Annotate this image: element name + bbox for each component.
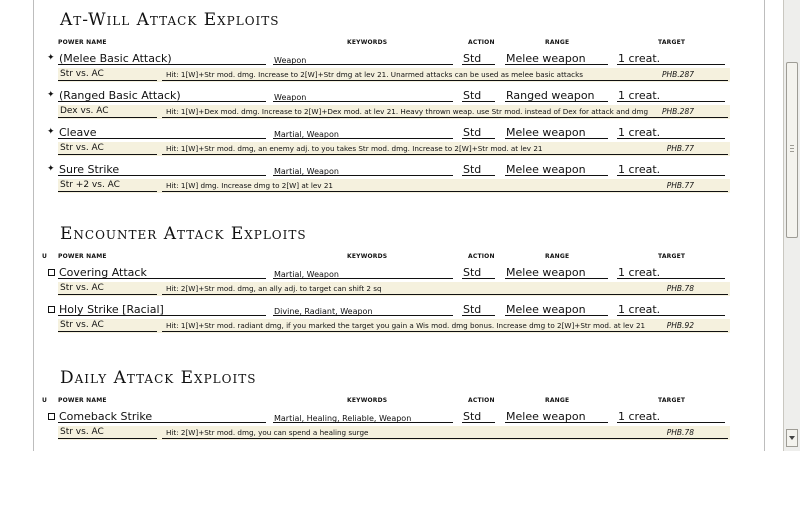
- scrollbar-thumb[interactable]: [786, 62, 798, 238]
- power-reference: PHB.92: [666, 321, 694, 330]
- used-checkbox[interactable]: [48, 413, 55, 420]
- power-keywords: Martial, Weapon: [274, 270, 339, 279]
- column-header-target: TARGET: [658, 253, 686, 260]
- power-target: 1 creat.: [618, 266, 661, 279]
- defense-line: [58, 80, 157, 81]
- column-header-power: POWER NAME: [58, 39, 107, 46]
- power-description: Hit: 2[W]+Str mod. dmg, an ally adj. to target can shift 2 sq: [166, 284, 382, 293]
- power-target: 1 creat.: [618, 126, 661, 139]
- star-icon: ✦: [47, 127, 55, 137]
- column-header-target: TARGET: [658, 397, 686, 404]
- defense-line: [58, 154, 157, 155]
- power-description: Hit: 1[W] dmg. Increase dmg to 2[W] at lev 21: [166, 181, 333, 190]
- power-target: 1 creat.: [618, 52, 661, 65]
- power-description: Hit: 1[W]+Str mod. dmg, an enemy adj. to you takes Str mod. dmg. Increase to 2[W]+Str mod. at lev 21: [166, 144, 543, 153]
- power-name: Comeback Strike: [59, 410, 153, 423]
- power-reference: PHB.287: [661, 70, 694, 79]
- power-keywords: Martial, Weapon: [274, 130, 339, 139]
- column-header-range: RANGE: [545, 253, 570, 260]
- power-target: 1 creat.: [618, 303, 661, 316]
- power-detail-row: [58, 179, 730, 193]
- power-target: 1 creat.: [618, 89, 661, 102]
- power-keywords: Martial, Healing, Reliable, Weapon: [274, 414, 412, 423]
- scroll-down-arrow-icon[interactable]: [786, 429, 798, 447]
- power-action: Std: [463, 52, 482, 65]
- power-keywords: Weapon: [274, 93, 307, 102]
- column-header-target: TARGET: [658, 39, 686, 46]
- power-action: Std: [463, 163, 482, 176]
- description-line: [162, 331, 728, 332]
- section-title: Encounter Attack Exploits: [60, 224, 307, 244]
- power-defense: Str vs. AC: [60, 283, 104, 293]
- power-detail-row: [58, 282, 730, 296]
- power-name: (Melee Basic Attack): [59, 52, 172, 65]
- column-header-u: U: [42, 397, 48, 404]
- column-header-action: ACTION: [468, 253, 495, 260]
- used-checkbox[interactable]: [48, 306, 55, 313]
- power-target: 1 creat.: [618, 410, 661, 423]
- star-icon: ✦: [47, 90, 55, 100]
- power-detail-row: [58, 319, 730, 333]
- description-line: [162, 80, 728, 81]
- description-line: [162, 438, 728, 439]
- column-header-keywords: KEYWORDS: [347, 397, 388, 404]
- defense-line: [58, 294, 157, 295]
- power-reference: PHB.287: [661, 107, 694, 116]
- power-keywords: Martial, Weapon: [274, 167, 339, 176]
- description-line: [162, 117, 728, 118]
- power-description: Hit: 2[W]+Str mod. dmg, you can spend a healing surge: [166, 428, 369, 437]
- column-header-range: RANGE: [545, 39, 570, 46]
- power-row: [40, 298, 733, 318]
- power-detail-row: [58, 142, 730, 156]
- page-border-right: [764, 0, 765, 451]
- power-reference: PHB.77: [666, 181, 694, 190]
- power-name: (Ranged Basic Attack): [59, 89, 181, 102]
- column-header-keywords: KEYWORDS: [347, 39, 388, 46]
- column-header-action: ACTION: [468, 397, 495, 404]
- defense-line: [58, 438, 157, 439]
- page-border-left: [33, 0, 34, 451]
- power-row: [40, 261, 733, 281]
- power-action: Std: [463, 89, 482, 102]
- power-range: Melee weapon: [506, 52, 586, 65]
- power-range: Melee weapon: [506, 303, 586, 316]
- power-keywords: Weapon: [274, 56, 307, 65]
- power-row: [40, 84, 733, 104]
- power-defense: Str vs. AC: [60, 69, 104, 79]
- power-name: Covering Attack: [59, 266, 147, 279]
- power-range: Ranged weapon: [506, 89, 595, 102]
- used-checkbox[interactable]: [48, 269, 55, 276]
- power-detail-row: [58, 68, 730, 82]
- power-keywords: Divine, Radiant, Weapon: [274, 307, 373, 316]
- defense-line: [58, 331, 157, 332]
- defense-line: [58, 191, 157, 192]
- column-header-power: POWER NAME: [58, 397, 107, 404]
- column-header-range: RANGE: [545, 397, 570, 404]
- power-action: Std: [463, 266, 482, 279]
- column-header-keywords: KEYWORDS: [347, 253, 388, 260]
- defense-line: [58, 117, 157, 118]
- power-name: Cleave: [59, 126, 97, 139]
- description-line: [162, 154, 728, 155]
- power-action: Std: [463, 126, 482, 139]
- power-reference: PHB.77: [666, 144, 694, 153]
- power-row: [40, 47, 733, 67]
- power-description: Hit: 1[W]+Str mod. radiant dmg, if you marked the target you gain a Wis mod. dmg bonus. Increase dmg to 2[W]+Str mod. at lev 21: [166, 321, 646, 330]
- description-line: [162, 294, 728, 295]
- power-description: Hit: 1[W]+Dex mod. dmg. Increase to 2[W]+Dex mod. at lev 21. Heavy thrown weap. use Str mod. instead of Dex for attack and dmg: [166, 107, 649, 116]
- blank-area: [0, 451, 800, 506]
- vertical-scrollbar[interactable]: [783, 0, 800, 451]
- power-name: Holy Strike [Racial]: [59, 303, 164, 316]
- star-icon: ✦: [47, 53, 55, 63]
- power-defense: Str vs. AC: [60, 427, 104, 437]
- column-header-power: POWER NAME: [58, 253, 107, 260]
- column-header-action: ACTION: [468, 39, 495, 46]
- power-defense: Dex vs. AC: [60, 106, 109, 116]
- power-defense: Str vs. AC: [60, 320, 104, 330]
- power-detail-row: [58, 105, 730, 119]
- column-header-u: U: [42, 253, 48, 260]
- power-detail-row: [58, 426, 730, 440]
- power-reference: PHB.78: [666, 428, 694, 437]
- power-row: [40, 158, 733, 178]
- power-range: Melee weapon: [506, 126, 586, 139]
- power-range: Melee weapon: [506, 163, 586, 176]
- power-row: [40, 405, 733, 425]
- power-defense: Str +2 vs. AC: [60, 180, 120, 190]
- star-icon: ✦: [47, 164, 55, 174]
- power-defense: Str vs. AC: [60, 143, 104, 153]
- power-description: Hit: 1[W]+Str mod. dmg. Increase to 2[W]+Str dmg at lev 21. Unarmed attacks can be used as melee basic attacks: [166, 70, 583, 79]
- power-name: Sure Strike: [59, 163, 120, 176]
- power-row: [40, 121, 733, 141]
- section-title: Daily Attack Exploits: [60, 368, 257, 388]
- power-range: Melee weapon: [506, 266, 586, 279]
- power-action: Std: [463, 303, 482, 316]
- power-reference: PHB.78: [666, 284, 694, 293]
- power-target: 1 creat.: [618, 163, 661, 176]
- power-range: Melee weapon: [506, 410, 586, 423]
- description-line: [162, 191, 728, 192]
- section-title: At-Will Attack Exploits: [60, 10, 280, 30]
- power-action: Std: [463, 410, 482, 423]
